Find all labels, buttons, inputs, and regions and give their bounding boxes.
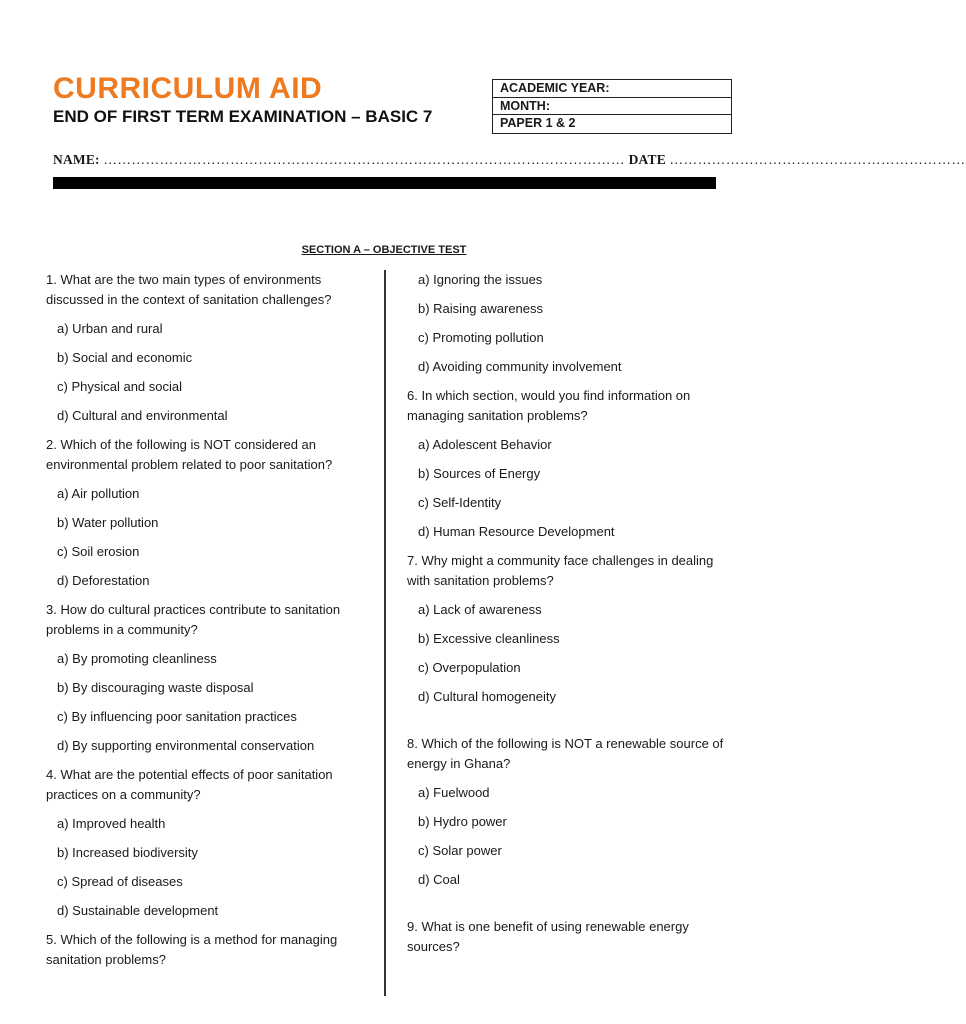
question-text: 3. How do cultural practices contribute to sanitation problems in a community? <box>46 602 341 637</box>
date-label: DATE <box>628 152 666 167</box>
question-text: 4. What are the potential effects of poor sanitation practices on a community? <box>46 767 333 802</box>
exam-title: END OF FIRST TERM EXAMINATION – BASIC 7 <box>53 107 433 126</box>
option: c) Spread of diseases <box>57 874 183 889</box>
question-text: 7. Why might a community face challenges in dealing with sanitation problems? <box>407 553 714 588</box>
option: b) Excessive cleanliness <box>418 631 560 646</box>
question-7 <box>407 551 727 707</box>
option: d) Cultural and environmental <box>57 408 228 423</box>
option: a) Ignoring the issues <box>418 272 543 287</box>
option: a) By promoting cleanliness <box>57 651 217 666</box>
question-9 <box>407 917 727 957</box>
question-text: 6. In which section, would you find information on managing sanitation problems? <box>407 388 691 423</box>
brand-title: CURRICULUM AID <box>53 72 323 105</box>
right-column <box>407 270 727 957</box>
option: a) Improved health <box>57 816 166 831</box>
question-5-options <box>407 270 727 377</box>
question-5 <box>46 930 376 970</box>
option: d) Human Resource Development <box>418 524 615 539</box>
header-divider-bar <box>53 177 716 189</box>
option: b) Water pollution <box>57 515 159 530</box>
month-field: MONTH: <box>493 98 731 116</box>
question-1 <box>46 270 376 426</box>
option: d) By supporting environmental conservation <box>57 738 315 753</box>
option: a) Urban and rural <box>57 321 163 336</box>
option: b) Raising awareness <box>418 301 544 316</box>
option: d) Deforestation <box>57 573 150 588</box>
name-date-line <box>53 152 966 168</box>
question-text: 5. Which of the following is a method for managing sanitation problems? <box>46 932 338 967</box>
option: c) Promoting pollution <box>418 330 544 345</box>
question-text: 8. Which of the following is NOT a renewable source of energy in Ghana? <box>407 736 724 771</box>
option: b) Increased biodiversity <box>57 845 198 860</box>
option: c) Soil erosion <box>57 544 140 559</box>
question-2 <box>46 435 376 591</box>
paper-field: PAPER 1 & 2 <box>500 116 576 130</box>
spacer <box>407 716 727 734</box>
option: c) Self-Identity <box>418 495 502 510</box>
option: d) Sustainable development <box>57 903 219 918</box>
question-8 <box>407 734 727 890</box>
option: c) By influencing poor sanitation practices <box>57 709 297 724</box>
option: a) Adolescent Behavior <box>418 437 552 452</box>
question-4 <box>46 765 376 921</box>
option: a) Fuelwood <box>418 785 490 800</box>
academic-year-field: ACADEMIC YEAR: <box>493 80 731 98</box>
question-text: 1. What are the two main types of environments discussed in the context of sanitation challenges? <box>46 272 332 307</box>
option: b) By discouraging waste disposal <box>57 680 254 695</box>
option: d) Cultural homogeneity <box>418 689 557 704</box>
question-3 <box>46 600 376 756</box>
option: b) Sources of Energy <box>418 466 541 481</box>
option: b) Social and economic <box>57 350 193 365</box>
question-6 <box>407 386 727 542</box>
date-blank: ……………………………………………………… <box>669 152 966 167</box>
option: b) Hydro power <box>418 814 507 829</box>
spacer <box>407 899 727 917</box>
name-label: NAME: <box>53 152 100 167</box>
option: a) Lack of awareness <box>418 602 542 617</box>
question-text: 2. Which of the following is NOT considered an environmental problem related to poor sanitation? <box>46 437 333 472</box>
option: c) Physical and social <box>57 379 182 394</box>
option: c) Overpopulation <box>418 660 521 675</box>
section-title: SECTION A – OBJECTIVE TEST <box>301 244 467 256</box>
column-divider <box>384 270 386 996</box>
name-blank: ………………………………………………………………………………………………… <box>103 152 626 167</box>
option: d) Coal <box>418 872 460 887</box>
option: d) Avoiding community involvement <box>418 359 622 374</box>
question-text: 9. What is one benefit of using renewable energy sources? <box>407 919 689 954</box>
option: a) Air pollution <box>57 486 140 501</box>
option: c) Solar power <box>418 843 502 858</box>
exam-info-box <box>492 79 732 134</box>
left-column <box>46 270 376 970</box>
